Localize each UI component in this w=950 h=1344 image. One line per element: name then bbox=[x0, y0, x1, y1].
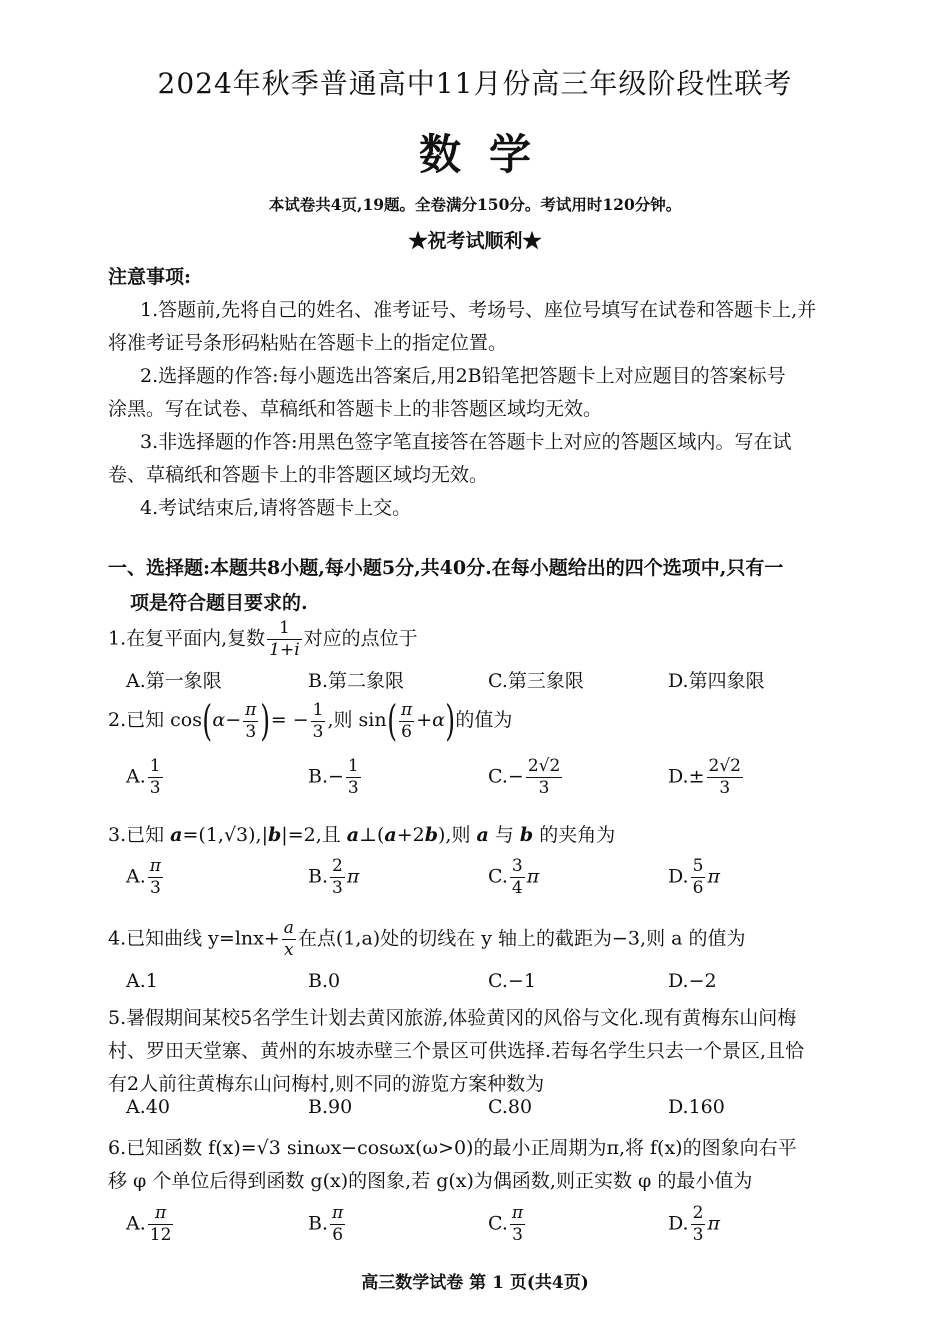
q1-fraction bbox=[267, 620, 302, 659]
q5-option-a: A.40 bbox=[126, 1096, 170, 1118]
q6-option-b: B. $\frac{\pi}{6}$ bbox=[308, 1203, 344, 1245]
notice-item-2b: 涂黑。写在试卷、草稿纸和答题卡上的非答题区域均无效。 bbox=[108, 398, 603, 420]
notice-item-2a: 2.选择题的作答:每小题选出答案后,用2B铅笔把答题卡上对应题目的答案标号 bbox=[140, 365, 786, 387]
q6-option-d: D. $\frac{2}{3}$ π bbox=[668, 1203, 720, 1245]
q2-eq: = − bbox=[270, 709, 309, 731]
q2-option-c: C.− $\frac{2√2}{3}$ bbox=[488, 756, 561, 798]
q1-frac-num: 1 bbox=[267, 620, 302, 640]
q1-option-b: B.第二象限 bbox=[308, 670, 405, 692]
question-4: 4.已知曲线 y=lnx+ $\frac{a}{x}$ 在点(1,a)处的切线在 y 轴上的截距为−3,则 a 的值为 bbox=[108, 918, 746, 960]
q2-alpha-minus: α− bbox=[212, 709, 242, 731]
q5-line-2: 村、罗田天堂寨、黄州的东坡赤壁三个景区可供选择.若每名学生只去一个景区,且恰 bbox=[108, 1040, 805, 1062]
notice-item-1a: 1.答题前,先将自己的姓名、准考证号、考场号、座位号填写在试卷和答题卡上,并 bbox=[140, 299, 817, 321]
q5-line-3: 有2人前往黄梅东山问梅村,则不同的游览方案种数为 bbox=[108, 1073, 545, 1095]
q5-option-c: C.80 bbox=[488, 1096, 533, 1118]
question-1 bbox=[108, 620, 418, 659]
q2-plus-alpha: +α bbox=[416, 709, 445, 731]
q2-frac-1-3: $\frac{1}{3}$ bbox=[312, 699, 324, 742]
q6-line-2: 移 φ 个单位后得到函数 g(x)的图象,若 g(x)为偶函数,则正实数 φ 的最小值为 bbox=[108, 1170, 753, 1192]
q3-option-c: C. $\frac{3}{4}$ π bbox=[488, 856, 540, 898]
q3-option-a: A. $\frac{\pi}{3}$ bbox=[126, 856, 161, 898]
question-3: 3.已知 a=(1,√3),|b|=2,且 a⊥(a+2b),则 a 与 b 的夹角为 bbox=[108, 824, 616, 846]
page-footer: 高三数学试卷 第 1 页(共4页) bbox=[361, 1273, 589, 1293]
exam-title: 2024年秋季普通高中11月份高三年级阶段性联考 bbox=[157, 67, 793, 100]
q6-line-1: 6.已知函数 f(x)=√3 sinωx−cosωx(ω>0)的最小正周期为π,将 f(x)的图象向右平 bbox=[108, 1137, 797, 1159]
q1-option-c: C.第三象限 bbox=[488, 670, 584, 692]
notice-item-1b: 将准考证号条形码粘贴在答题卡上的指定位置。 bbox=[108, 332, 508, 354]
q1-stem-post: 对应的点位于 bbox=[303, 627, 418, 650]
q5-option-b: B.90 bbox=[308, 1096, 353, 1118]
q1-option-d: D.第四象限 bbox=[668, 670, 765, 692]
q3-option-b: B. $\frac{2}{3}$ π bbox=[308, 856, 360, 898]
q2-option-b: B.− $\frac{1}{3}$ bbox=[308, 756, 359, 798]
q4-option-d: D.−2 bbox=[668, 970, 717, 992]
q2-option-a: A. $\frac{1}{3}$ bbox=[126, 756, 161, 798]
notice-item-3a: 3.非选择题的作答:用黑色签字笔直接答在答题卡上对应的答题区域内。写在试 bbox=[140, 431, 792, 453]
exam-info: 本试卷共4页,19题。全卷满分150分。考试用时120分钟。 bbox=[268, 195, 682, 214]
q4-option-a: A.1 bbox=[126, 970, 158, 992]
section-heading-line1: 一、选择题:本题共8小题,每小题5分,共40分.在每小题给出的四个选项中,只有一 bbox=[108, 557, 784, 579]
question-2: 2.已知 cos(α− $\frac{\pi}{3}$ )= − $\frac{1}{3}$ ,则 sin( $\frac{\pi}{6}$ +α)的值为 bbox=[108, 696, 513, 745]
notice-heading: 注意事项: bbox=[108, 266, 192, 288]
notice-item-3b: 卷、草稿纸和答题卡上的非答题区域均无效。 bbox=[108, 464, 489, 486]
q1-stem-pre: 1.在复平面内,复数 bbox=[108, 627, 266, 650]
q4-option-b: B.0 bbox=[308, 970, 341, 992]
q6-option-a: A. $\frac{\pi}{12}$ bbox=[126, 1203, 172, 1245]
q2-option-d: D.± $\frac{2√2}{3}$ bbox=[668, 756, 741, 798]
good-luck-banner: ★祝考试顺利★ bbox=[408, 230, 542, 252]
q2-stem-mid: ,则 sin bbox=[327, 709, 387, 731]
notice-item-4: 4.考试结束后,请将答题卡上交。 bbox=[140, 497, 412, 519]
q5-line-1: 5.暑假期间某校5名学生计划去黄冈旅游,体验黄冈的风俗与文化.现有黄梅东山问梅 bbox=[108, 1007, 797, 1029]
q3-option-d: D. $\frac{5}{6}$ π bbox=[668, 856, 720, 898]
q2-stem-post: 的值为 bbox=[455, 709, 513, 731]
q1-option-a: A.第一象限 bbox=[126, 670, 222, 692]
q1-frac-den: 1+i bbox=[269, 640, 300, 660]
subject-title: 数学 bbox=[418, 130, 559, 179]
q2-frac-pi-6: $\frac{\pi}{6}$ bbox=[401, 699, 413, 742]
q2-stem-pre: 2.已知 cos bbox=[108, 709, 202, 731]
section-heading-line2: 项是符合题目要求的. bbox=[130, 592, 308, 614]
q4-option-c: C.−1 bbox=[488, 970, 536, 992]
q2-frac-pi-3: $\frac{\pi}{3}$ bbox=[245, 699, 257, 742]
q6-option-c: C. $\frac{\pi}{3}$ bbox=[488, 1203, 524, 1245]
q5-option-d: D.160 bbox=[668, 1096, 725, 1118]
